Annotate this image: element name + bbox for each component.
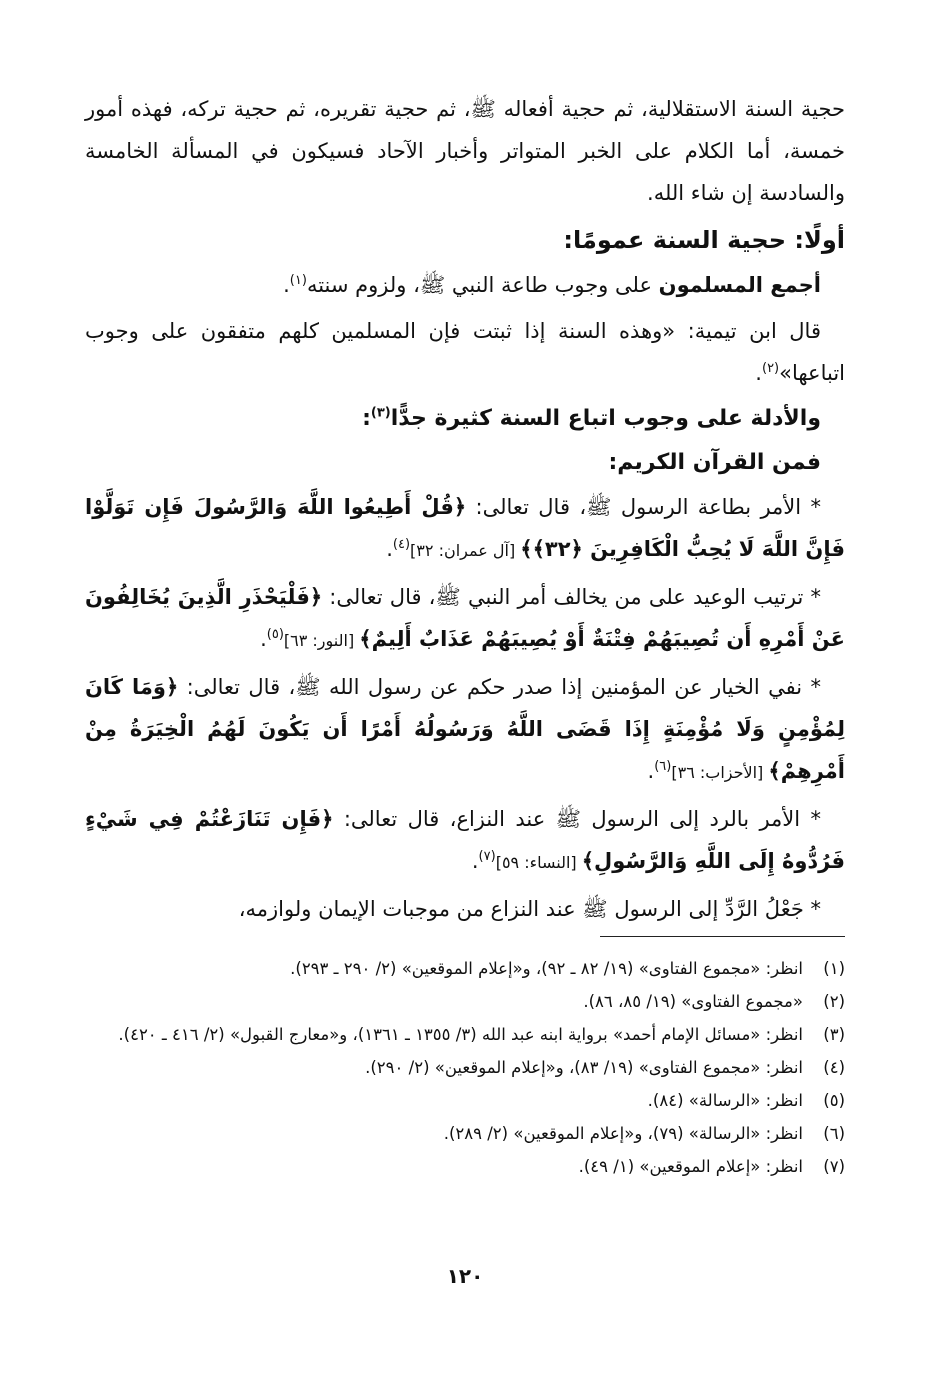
item-lead: * جَعْلُ الرَّدِّ إلى الرسول ﷺ عند النزاع من موجبات الإيمان ولوازمه، (238, 897, 821, 921)
item-lead: * نفي الخيار عن المؤمنين إذا صدر حكم عن رسول الله ﷺ، قال تعالى: (178, 675, 822, 699)
page-number: ١٢٠ (446, 1264, 484, 1288)
evidence-heading (85, 398, 845, 440)
footnote-text: «مجموع الفتاوى» (١٩/ ٨٥، ٨٦). (583, 992, 803, 1011)
footnote-text: انظر: «مجموع الفتاوى» (١٩/ ٨٢ ـ ٩٢)، و«إعلام الموقعين» (٢/ ٢٩٠ ـ ٢٩٣). (290, 959, 803, 978)
footnote (85, 952, 845, 985)
footnote-text: انظر: «الرسالة» (٨٤). (647, 1091, 803, 1110)
footnote-ref-5[interactable]: (٥) (266, 627, 284, 642)
footnote-number: (٧) (823, 1157, 845, 1176)
footnote-ref-1[interactable]: (١) (289, 273, 307, 288)
evidence-item (85, 666, 845, 794)
footnote-number: (١) (823, 959, 845, 978)
footnote-number: (٦) (823, 1124, 845, 1143)
verse-reference: [الأحزاب: ٣٦] (671, 763, 769, 782)
footnote (85, 1018, 845, 1051)
footnote-ref-6[interactable]: (٦) (654, 759, 672, 774)
footnote-text: انظر: «الرسالة» (٧٩)، و«إعلام الموقعين» (٢/ ٢٨٩). (443, 1124, 803, 1143)
intro-paragraph: حجية السنة الاستقلالية، ثم حجية أفعاله ﷺ، ثم حجية تقريره، ثم حجية تركه، فهذه أمور خمسة، أما الكلام على الخبر المتواتر وأخبار الآحاد فسيكون في المسألة الخامسة والسادسة إن شاء الله. (85, 97, 845, 205)
consensus-text: على وجوب طاعة النبي ﷺ، ولزوم سنته (306, 273, 659, 297)
item-end: . (647, 759, 655, 783)
footnote-ref-7[interactable]: (٧) (478, 849, 496, 864)
evidence-item (85, 888, 845, 932)
quran-heading: فمن القرآن الكريم: (608, 450, 821, 475)
evidence-item (85, 798, 845, 884)
ibn-taymiyyah-text: قال ابن تيمية: «وهذه السنة إذا ثبتت فإن المسلمين كلهم متفقون على وجوب اتباعها» (85, 319, 845, 385)
evidence-heading-end: : (362, 406, 371, 431)
footnote-ref-4[interactable]: (٤) (392, 537, 411, 552)
footnote-ref-2[interactable]: (٢) (761, 361, 780, 376)
book-page (85, 88, 845, 1379)
ibn-taymiyyah-paragraph (85, 310, 845, 394)
footnotes (85, 952, 845, 1183)
consensus-end: . (283, 273, 290, 297)
consensus-paragraph (85, 264, 845, 306)
quran-verse: ﴿قُلْ أَطِيعُوا اللَّهَ وَالرَّسُولَ فَإِن تَوَلَّوْا فَإِنَّ اللَّهَ لَا يُحِبُّ الْكَافِرِينَ ﴿٣٢﴾﴾ (85, 495, 845, 561)
footnote (85, 1117, 845, 1150)
item-lead: * الأمر بالرد إلى الرسول ﷺ عند النزاع، قال تعالى: (333, 807, 821, 831)
item-lead: * الأمر بطاعة الرسول ﷺ، قال تعالى: (466, 495, 821, 519)
footnote-divider (600, 936, 845, 937)
footnote-number: (٥) (823, 1091, 845, 1110)
footnote-text: انظر: «إعلام الموقعين» (١/ ٤٩). (578, 1157, 803, 1176)
item-end: . (386, 537, 393, 561)
consensus-bold: أجمع المسلمون (658, 273, 821, 297)
quran-verse: ﴿وَمَا كَانَ لِمُؤْمِنٍ وَلَا مُؤْمِنَةٍ إِذَا قَضَى اللَّهُ وَرَسُولُهُ أَمْرًا أَن يَكُونَ لَهُمُ الْخِيَرَةُ مِنْ أَمْرِهِمْ﴾ (85, 675, 845, 783)
footnote-ref-3[interactable]: (٣) (370, 405, 391, 421)
footnote-number: (٣) (823, 1025, 845, 1044)
footnote-number: (٢) (823, 992, 845, 1011)
item-end: . (260, 627, 267, 651)
quran-verse: ﴿فَإِن تَنَازَعْتُمْ فِي شَيْءٍ فَرُدُّوهُ إِلَى اللَّهِ وَالرَّسُولِ﴾ (85, 807, 845, 873)
footnote (85, 985, 845, 1018)
verse-reference: [النساء: ٥٩] (495, 853, 582, 872)
item-end: . (471, 849, 479, 873)
ibn-taymiyyah-end: . (755, 361, 762, 385)
quran-verse: ﴿فَلْيَحْذَرِ الَّذِينَ يُخَالِفُونَ عَنْ أَمْرِهِ أَن تُصِيبَهُمْ فِتْنَةٌ أَوْ يُصِيبَهُمْ عَذَابٌ أَلِيمٌ﴾ (85, 585, 845, 651)
footnote (85, 1084, 845, 1117)
verse-reference: [آل عمران: ٣٢] (410, 541, 521, 560)
evidence-item (85, 486, 845, 572)
footnote-text: انظر: «مسائل الإمام أحمد» برواية ابنه عبد الله (٣/ ١٣٥٥ ـ ١٣٦١)، و«معارج القبول» (٢/ ٤١٦ ـ ٤٢٠). (118, 1025, 803, 1044)
footnote (85, 1051, 845, 1084)
footnote-number: (٤) (823, 1058, 845, 1077)
section-heading: أولًا: حجية السنة عمومًا: (563, 226, 845, 254)
verse-reference: [النور: ٦٣] (283, 631, 360, 650)
footnote (85, 1150, 845, 1183)
evidence-item (85, 576, 845, 662)
footnote-text: انظر: «مجموع الفتاوى» (١٩/ ٨٣)، و«إعلام الموقعين» (٢/ ٢٩٠). (365, 1058, 803, 1077)
evidence-heading-text: والأدلة على وجوب اتباع السنة كثيرة جدًّا (390, 406, 821, 431)
item-lead: * ترتيب الوعيد على من يخالف أمر النبي ﷺ، قال تعالى: (322, 585, 822, 609)
